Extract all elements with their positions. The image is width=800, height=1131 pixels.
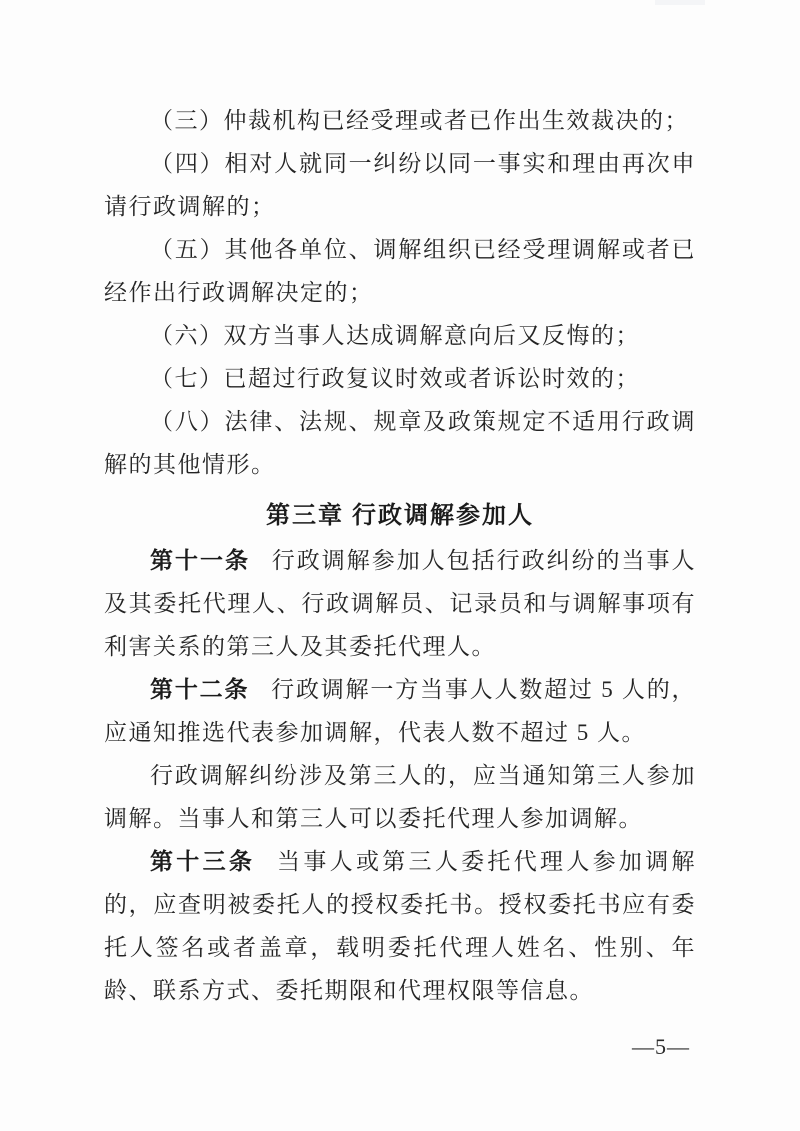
clause-item-8: （八）法律、法规、规章及政策规定不适用行政调解的其他情形。: [104, 409, 696, 477]
article-12-label: 第十二条: [150, 677, 250, 702]
clause-item-4: （四）相对人就同一纠纷以同一事实和理由再次申请行政调解的；: [104, 151, 696, 219]
article-13-label: 第十三条: [150, 849, 256, 874]
chapter-heading: 第三章 行政调解参加人: [266, 503, 534, 529]
scan-artifact: [655, 0, 705, 5]
article-12-text: 行政调解一方当事人人数超过 5 人的，应通知推选代表参加调解，代表人数不超过 5 人。: [104, 677, 697, 745]
article-11-text: 行政调解参加人包括行政纠纷的当事人及其委托代理人、行政调解员、记录员和与调解事项有利害关系的第三人及其委托代理人。: [104, 548, 697, 659]
article-11: [104, 539, 696, 668]
article-11-label: 第十一条: [150, 548, 250, 573]
clause-item-7: （七）已超过行政复议时效或者诉讼时效的；: [150, 366, 640, 391]
article-12: [104, 668, 696, 754]
article-13-text: 当事人或第三人委托代理人参加调解的，应查明被委托人的授权委托书。授权委托书应有委托人签名或者盖章，载明委托代理人姓名、性别、年龄、联系方式、委托期限和代理权限等信息。: [104, 849, 697, 1003]
article-12-paragraph-2: 行政调解纠纷涉及第三人的，应当通知第三人参加调解。当事人和第三人可以委托代理人参加调解。: [104, 763, 696, 831]
article-13: [104, 840, 696, 1012]
clause-item-3: （三）仲裁机构已经受理或者已作出生效裁决的；: [150, 108, 689, 133]
document-body: [104, 99, 696, 1012]
clause-item-6: （六）双方当事人达成调解意向后又反悔的；: [150, 323, 640, 348]
page-number: —5—: [632, 1034, 690, 1059]
clause-item-5: （五）其他各单位、调解组织已经受理调解或者已经作出行政调解决定的；: [104, 237, 696, 305]
